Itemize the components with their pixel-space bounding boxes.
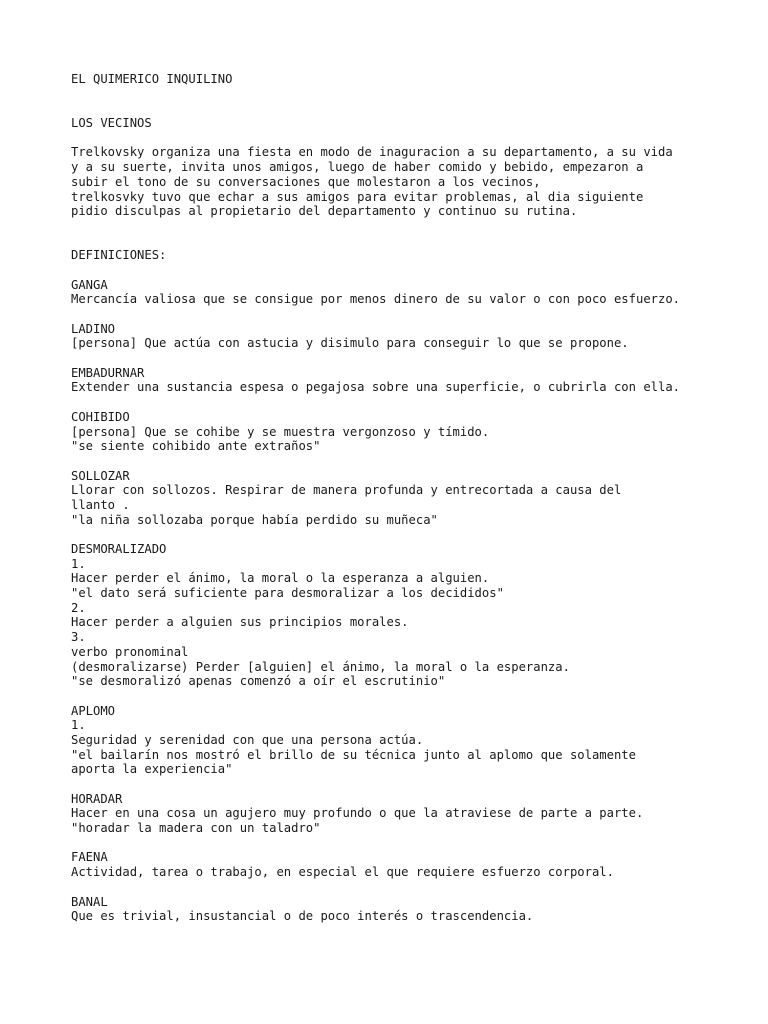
definition-term: SOLLOZAR [71,468,130,483]
definition-text: "el bailarín nos mostró el brillo de su técnica junto al aplomo que solamente [71,747,636,762]
spacer [71,87,731,116]
definition-term: APLOMO [71,703,116,718]
spacer [71,777,731,792]
definition-text: [persona] Que se cohibe y se muestra vergonzoso y tímido. [71,424,490,439]
summary-line: pidio disculpas al propietario del departamento y continuo su rutina. [71,204,578,219]
definition-text: Hacer perder el ánimo, la moral o la esperanza a alguien. [71,571,490,586]
definition-entry [71,704,731,777]
definition-text: aporta la experiencia" [71,762,233,777]
definition-text: 1. [71,718,86,733]
spacer [71,263,731,278]
definition-text: verbo pronominal [71,644,189,659]
definition-text: "el dato será suficiente para desmoralizar a los decididos" [71,586,504,601]
definition-text: Mercancía valiosa que se consigue por menos dinero de su valor o con poco esfuerzo. [71,292,681,307]
spacer [71,131,731,146]
definition-term: FAENA [71,850,108,865]
definition-text: (desmoralizarse) Perder [alguien] el ánimo, la moral o la esperanza. [71,659,570,674]
spacer [71,351,731,366]
definition-entry [71,410,731,454]
definition-term: COHIBIDO [71,409,130,424]
definition-text: Hacer en una cosa un agujero muy profundo o que la atraviese de parte a parte. [71,806,644,821]
summary-paragraph [71,145,731,218]
definition-text: Extender una sustancia espesa o pegajosa sobre una superficie, o cubrirla con ella. [71,380,681,395]
definitions-heading: DEFINICIONES: [71,248,167,263]
definition-entry [71,792,731,836]
definitions-list [71,278,731,924]
spacer [71,307,731,322]
definition-entry [71,850,731,879]
definition-text: 1. [71,556,86,571]
definition-text: "se desmoralizó apenas comenzó a oír el escrutinio" [71,674,446,689]
spacer [71,395,731,410]
summary-line: subir el tono de su conversaciones que molestaron a los vecinos, [71,174,541,189]
spacer [71,454,731,469]
definition-term: EMBADURNAR [71,365,145,380]
definition-entry [71,278,731,307]
document-page [71,72,731,924]
definition-term: DESMORALIZADO [71,542,167,557]
section-heading: LOS VECINOS [71,116,152,131]
definition-entry [71,542,731,689]
summary-line: Trelkovsky organiza una fiesta en modo de inaguracion a su departamento, a su vida [71,145,673,160]
spacer [71,689,731,704]
definition-text: "se siente cohibido ante extraños" [71,439,321,454]
definition-text: [persona] Que actúa con astucia y disimulo para conseguir lo que se propone. [71,336,629,351]
definition-term: GANGA [71,277,108,292]
definition-term: BANAL [71,894,108,909]
definition-text: 2. [71,600,86,615]
document-title: EL QUIMERICO INQUILINO [71,72,233,86]
definition-term: HORADAR [71,791,123,806]
definition-text: 3. [71,630,86,645]
definition-entry [71,366,731,395]
summary-line: trelkosvky tuvo que echar a sus amigos para evitar problemas, al dia siguiente [71,189,644,204]
definition-entry [71,322,731,351]
definition-text: Que es trivial, insustancial o de poco interés o trascendencia. [71,909,534,924]
definition-text: Actividad, tarea o trabajo, en especial el que requiere esfuerzo corporal. [71,865,614,880]
definition-text: Hacer perder a alguien sus principios morales. [71,615,409,630]
definition-text: llanto . [71,497,130,512]
definition-text: "la niña sollozaba porque había perdido su muñeca" [71,512,438,527]
spacer [71,880,731,895]
definition-text: Llorar con sollozos. Respirar de manera profunda y entrecortada a causa del [71,483,622,498]
definition-text: "horadar la madera con un taladro" [71,821,321,836]
spacer [71,527,731,542]
definition-term: LADINO [71,321,116,336]
definition-entry [71,469,731,528]
definition-entry [71,895,731,924]
definition-text: Seguridad y serenidad con que una persona actúa. [71,732,424,747]
spacer [71,219,731,248]
spacer [71,836,731,851]
summary-line: y a su suerte, invita unos amigos, luego de haber comido y bebido, empezaron a [71,160,644,175]
